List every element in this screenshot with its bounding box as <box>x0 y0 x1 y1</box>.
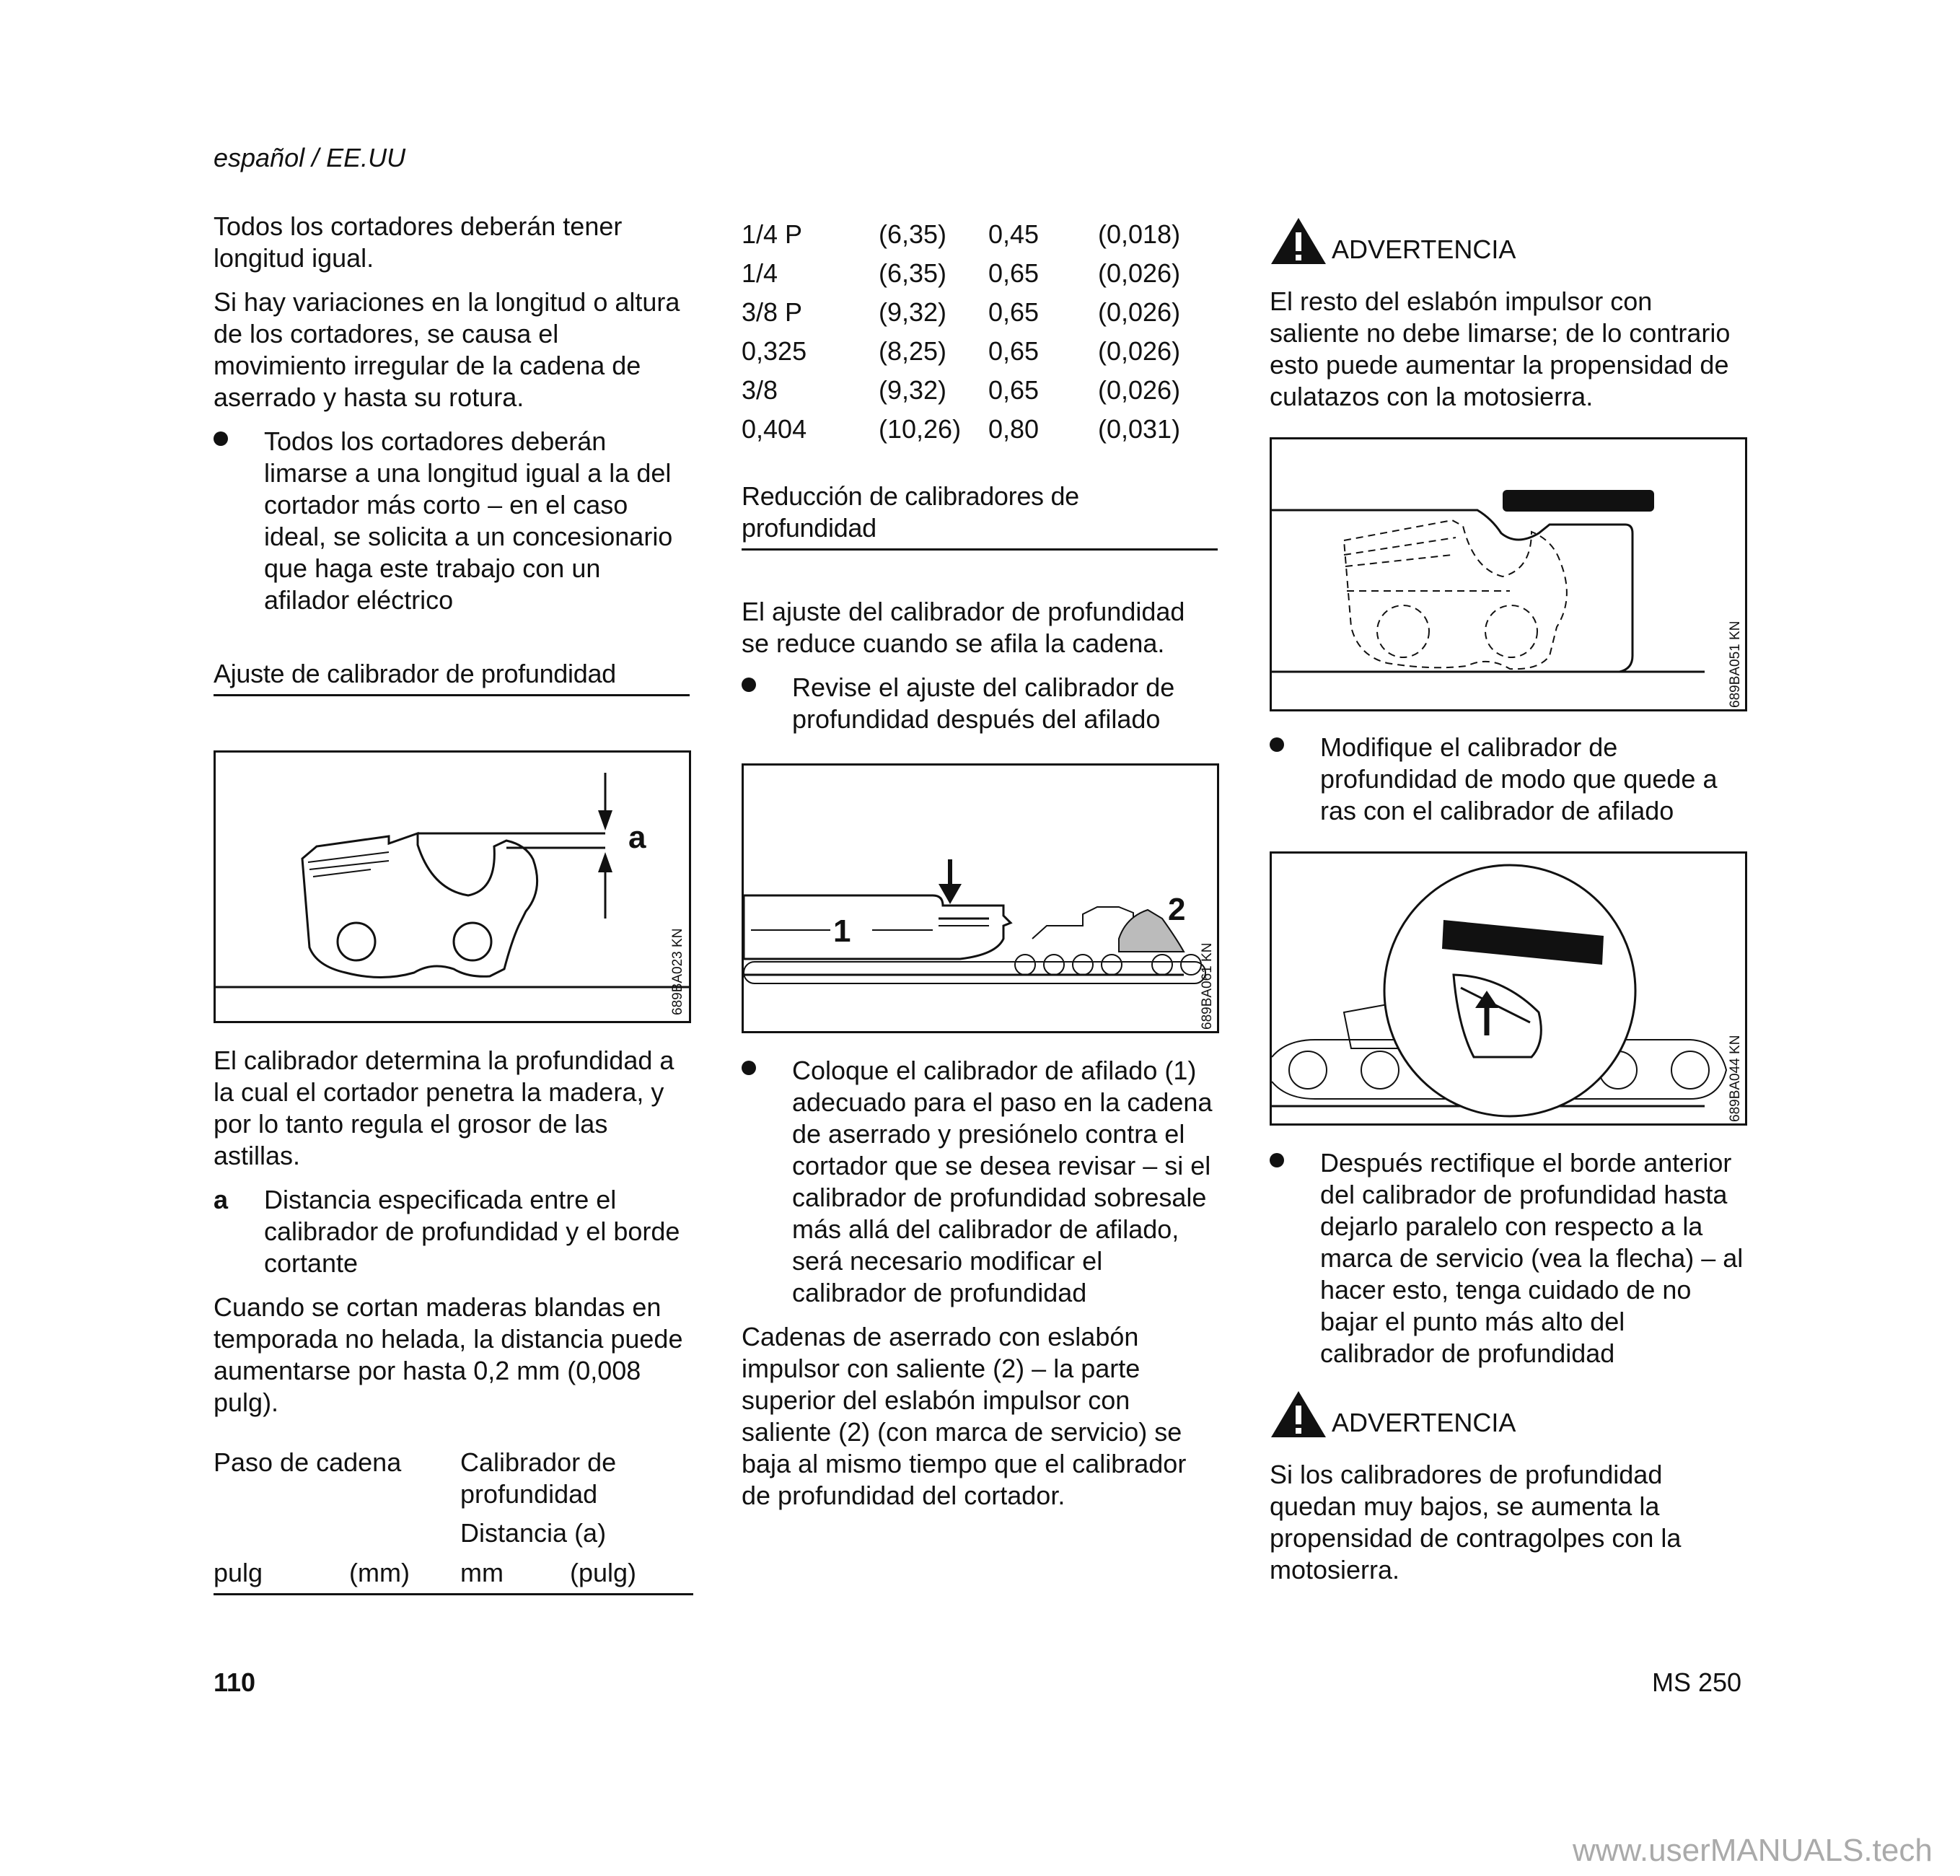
figure-code: 689BA023 KN <box>670 928 685 1015</box>
header-calibrador: Calibrador de profundidad <box>460 1447 617 1509</box>
bullet-item <box>742 672 1218 735</box>
bullet-text: Revise el ajuste del calibrador de profundidad después del afilado <box>792 672 1175 734</box>
table-row: 0,404 (10,26) 0,80 (0,031) <box>742 414 1181 444</box>
figure-code: 689BA051 KN <box>1728 621 1743 708</box>
figure-service-mark <box>1270 851 1747 1126</box>
warning-triangle-icon <box>1270 1390 1327 1439</box>
paragraph: El ajuste del calibrador de profundidad se reduce cuando se afila la cadena. <box>742 597 1185 658</box>
paragraph: El calibrador determina la profundidad a la cual el cortador penetra la madera, y por lo tanto regula el grosor de las astillas. <box>214 1046 674 1170</box>
paragraph: Si hay variaciones en la longitud o altura de los cortadores, se causa el movimiento irregular de la cadena de aserrado y hasta su rotura. <box>214 287 680 412</box>
page-number: 110 <box>214 1667 256 1697</box>
chain-table <box>742 215 1206 449</box>
column-3-bullet-1 <box>1270 732 1746 839</box>
column-3-bullet-2 <box>1270 1147 1746 1382</box>
bullet-icon <box>1270 1153 1284 1167</box>
column-2-upper <box>742 596 1218 748</box>
warning-2 <box>1270 1390 1516 1439</box>
header-distancia: Distancia (a) <box>460 1518 607 1548</box>
watermark: www.userMANUALS.tech <box>1573 1833 1933 1868</box>
table-row: 0,325 (8,25) 0,65 (0,026) <box>742 336 1181 366</box>
chain-cutter-diagram <box>216 753 689 1021</box>
header-pulg: pulg <box>214 1558 263 1587</box>
label-a: a <box>628 820 646 855</box>
legend-text: Distancia especificada entre el calibrador de profundidad y el borde cortante <box>264 1185 680 1278</box>
bullet-icon <box>742 1061 756 1075</box>
warning-1-text: El resto del eslabón impulsor con saliente no debe limarse; de lo contrario esto puede aumentar la propensidad de culatazos con la motosierra. <box>1270 286 1731 411</box>
bullet-text: Modifique el calibrador de profundidad de modo que quede a ras con el calibrador de afilado <box>1320 732 1718 825</box>
bullet-item <box>742 1055 1218 1309</box>
legend-key: a <box>214 1185 229 1214</box>
header-mm2: mm <box>460 1558 504 1587</box>
warning-1 <box>1270 216 1516 266</box>
label-1: 1 <box>833 913 851 949</box>
bullet-icon <box>742 678 756 692</box>
bullet-item <box>1270 732 1746 827</box>
column-1 <box>214 211 690 628</box>
bullet-item <box>1270 1147 1746 1369</box>
bullet-text: Todos los cortadores deberán limarse a una longitud igual a la del cortador más corto – en el caso ideal, se solicita a un concesionario que haga este trabajo con un afilador eléctrico <box>264 426 673 615</box>
flush-gauge-diagram <box>1272 439 1745 709</box>
section-title-ajuste: Ajuste de calibrador de profundidad <box>214 658 690 696</box>
header-pulg2: (pulg) <box>570 1558 637 1587</box>
header-paso: Paso de cadena <box>214 1447 402 1477</box>
paragraph: Cadenas de aserrado con eslabón impulsor con saliente (2) – la parte superior del eslabón impulsor con saliente (2) (con marca de servicio) se baja al mismo tiempo que el calibrador de profundidad del cortador. <box>742 1322 1187 1510</box>
figure-depth-gauge <box>214 750 691 1023</box>
service-mark-diagram <box>1272 854 1745 1123</box>
paragraph: Cuando se cortan maderas blandas en temporada no helada, la distancia puede aumentarse por hasta 0,2 mm (0,008 pulg). <box>214 1292 683 1417</box>
legend-item <box>214 1184 690 1279</box>
figure-code: 689BA061 KN <box>1200 942 1215 1030</box>
bullet-text: Coloque el calibrador de afilado (1) adecuado para el paso en la cadena de aserrado y presiónelo contra el cortador que se desea revisar – si el calibrador de profundidad sobresale más allá del calibrador de afilado, será necesario modificar el calibrador de profundidad <box>792 1056 1213 1307</box>
language-header: español / EE.UU <box>214 143 406 172</box>
figure-filing-gauge <box>742 763 1219 1033</box>
table-row: 1/4 P (6,35) 0,45 (0,018) <box>742 219 1181 249</box>
model-name: MS 250 <box>1652 1667 1742 1697</box>
bullet-icon <box>214 431 228 446</box>
label-2: 2 <box>1168 892 1186 927</box>
table-row: 1/4 (6,35) 0,65 (0,026) <box>742 258 1181 288</box>
warning-triangle-icon <box>1270 216 1327 266</box>
table-rule <box>214 1593 693 1595</box>
filing-gauge-diagram <box>744 766 1217 1031</box>
warning-title: ADVERTENCIA <box>1332 234 1516 264</box>
bullet-text: Después rectifique el borde anterior del calibrador de profundidad hasta dejarlo paralelo con respecto a la marca de servicio (vea la flecha) – al hacer esto, tenga cuidado de no bajar el punto más alto del calibrador de profundidad <box>1320 1148 1744 1368</box>
paragraph: Todos los cortadores deberán tener longitud igual. <box>214 211 623 273</box>
figure-flush-gauge <box>1270 437 1747 711</box>
warning-2-text: Si los calibradores de profundidad quedan muy bajos, se aumenta la propensidad de contragolpes con la motosierra. <box>1270 1460 1682 1584</box>
header-mm: (mm) <box>349 1558 410 1587</box>
section-title-reduccion: Reducción de calibradores de profundidad <box>742 481 1218 551</box>
column-2-lower <box>742 1055 1218 1524</box>
warning-title: ADVERTENCIA <box>1332 1408 1516 1437</box>
table-row: 3/8 P (9,32) 0,65 (0,026) <box>742 297 1181 327</box>
figure-code: 689BA044 KN <box>1728 1035 1743 1122</box>
column-1-lower <box>214 1045 690 1431</box>
bullet-item <box>214 426 690 616</box>
table-row: 3/8 (9,32) 0,65 (0,026) <box>742 375 1181 405</box>
bullet-icon <box>1270 737 1284 752</box>
